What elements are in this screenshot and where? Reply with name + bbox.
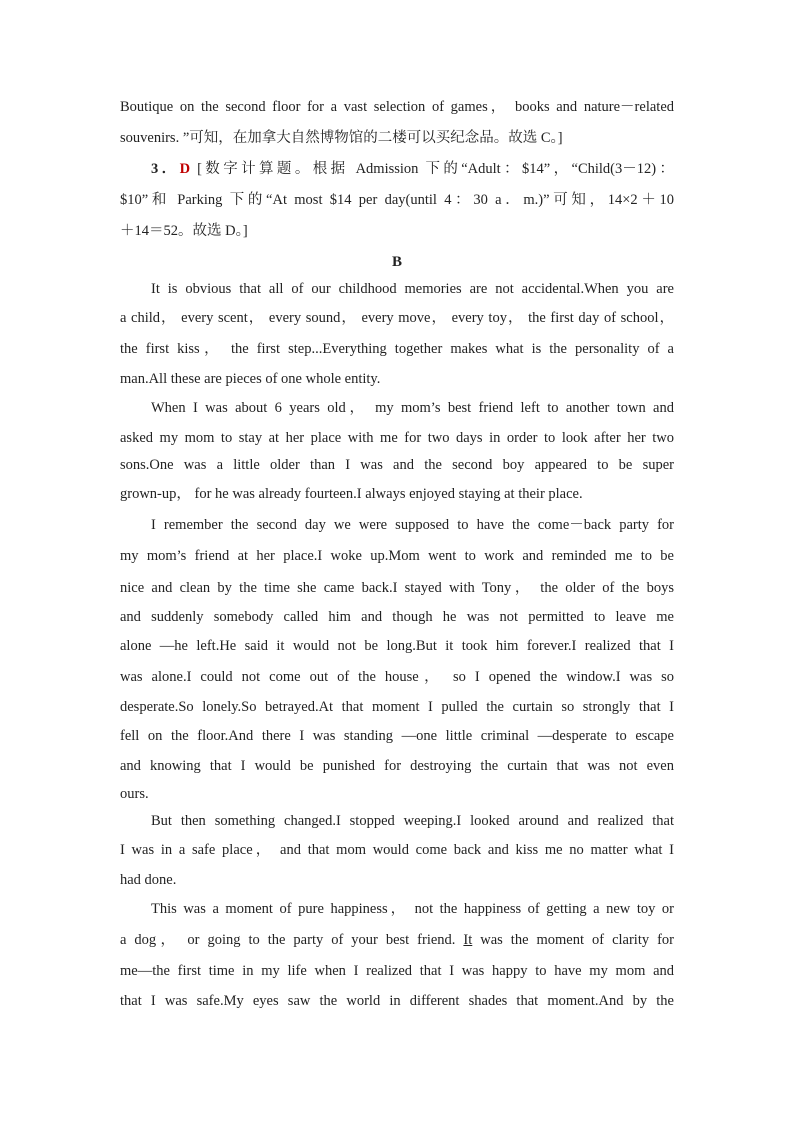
passage-line: grown-up， for he was already fourteen.I always enjoyed staying at their place. — [120, 486, 583, 502]
explanation-line: souvenirs. ”可知，在加拿大自然博物馆的二楼可以买纪念品。故选 C。] — [120, 130, 563, 146]
answer-letter: D — [179, 161, 191, 177]
passage-line: It is obvious that all of our childhood memories are not accidental.When you are — [151, 281, 674, 297]
underlined-reference-word: It — [463, 932, 473, 948]
question-number: 3． — [151, 161, 180, 177]
passage-line: my mom’s friend at her place.I woke up.Mom went to work and reminded me to be — [120, 548, 674, 564]
passage-text: a dog， or going to the party of your best friend. — [120, 932, 464, 948]
passage-line: But then something changed.I stopped weeping.I looked around and realized that — [151, 813, 674, 829]
question-3-line — [151, 159, 674, 179]
passage-line: sons.One was a little older than I was and the second boy appeared to be super — [120, 457, 674, 473]
passage-line: alone —he left.He said it would not be long.But it took him forever.I realized that I — [120, 638, 674, 654]
passage-line: and knowing that I would be punished for destroying the curtain that was not even — [120, 758, 674, 774]
passage-line: that I was safe.My eyes saw the world in different shades that moment.And by the — [120, 993, 674, 1009]
passage-line: desperate.So lonely.So betrayed.At that moment I pulled the curtain so strongly that I — [120, 699, 674, 715]
section-heading: B — [391, 254, 402, 270]
passage-line: and suddenly somebody called him and though he was not permitted to leave me — [120, 609, 674, 625]
passage-line: man.All these are pieces of one whole entity. — [120, 371, 381, 387]
explanation-text: [数字计算题。根据 Admission 下的“Adult：$14”，“Child(3－12)： — [190, 161, 674, 177]
passage-line: I was in a safe place， and that mom would come back and kiss me no matter what I — [120, 842, 674, 858]
passage-line: was alone.I could not come out of the house， so I opened the window.I was so — [120, 669, 674, 685]
passage-line: This was a moment of pure happiness， not the happiness of getting a new toy or — [151, 901, 674, 917]
explanation-line: ＋14＝52。故选 D。] — [120, 223, 248, 239]
passage-line: fell on the floor.And there I was standing —one little criminal —desperate to escape — [120, 728, 674, 744]
passage-line: a child， every scent， every sound， every move， every toy， the first day of school， — [120, 310, 674, 326]
passage-line: had done. — [120, 872, 177, 888]
passage-line: I remember the second day we were supposed to have the come－back party for — [151, 517, 674, 533]
passage-line: asked my mom to stay at her place with me for two days in order to look after her two — [120, 430, 674, 446]
passage-line: When I was about 6 years old， my mom’s best friend left to another town and — [151, 400, 674, 416]
passage-line: nice and clean by the time she came back.I stayed with Tony， the older of the boys — [120, 580, 674, 596]
passage-line: me—the first time in my life when I realized that I was happy to have my mom and — [120, 963, 674, 979]
passage-line — [120, 930, 674, 950]
passage-line: ours. — [120, 786, 149, 802]
passage-text: was the moment of clarity for — [472, 932, 675, 948]
explanation-line: $10”和 Parking 下的“At most $14 per day(until 4：30 a．m.)”可知，14×2＋10 — [120, 192, 674, 208]
explanation-line: Boutique on the second floor for a vast selection of games， books and nature－related — [120, 99, 674, 115]
passage-line: the first kiss， the first step...Everything together makes what is the personality of a — [120, 341, 674, 357]
